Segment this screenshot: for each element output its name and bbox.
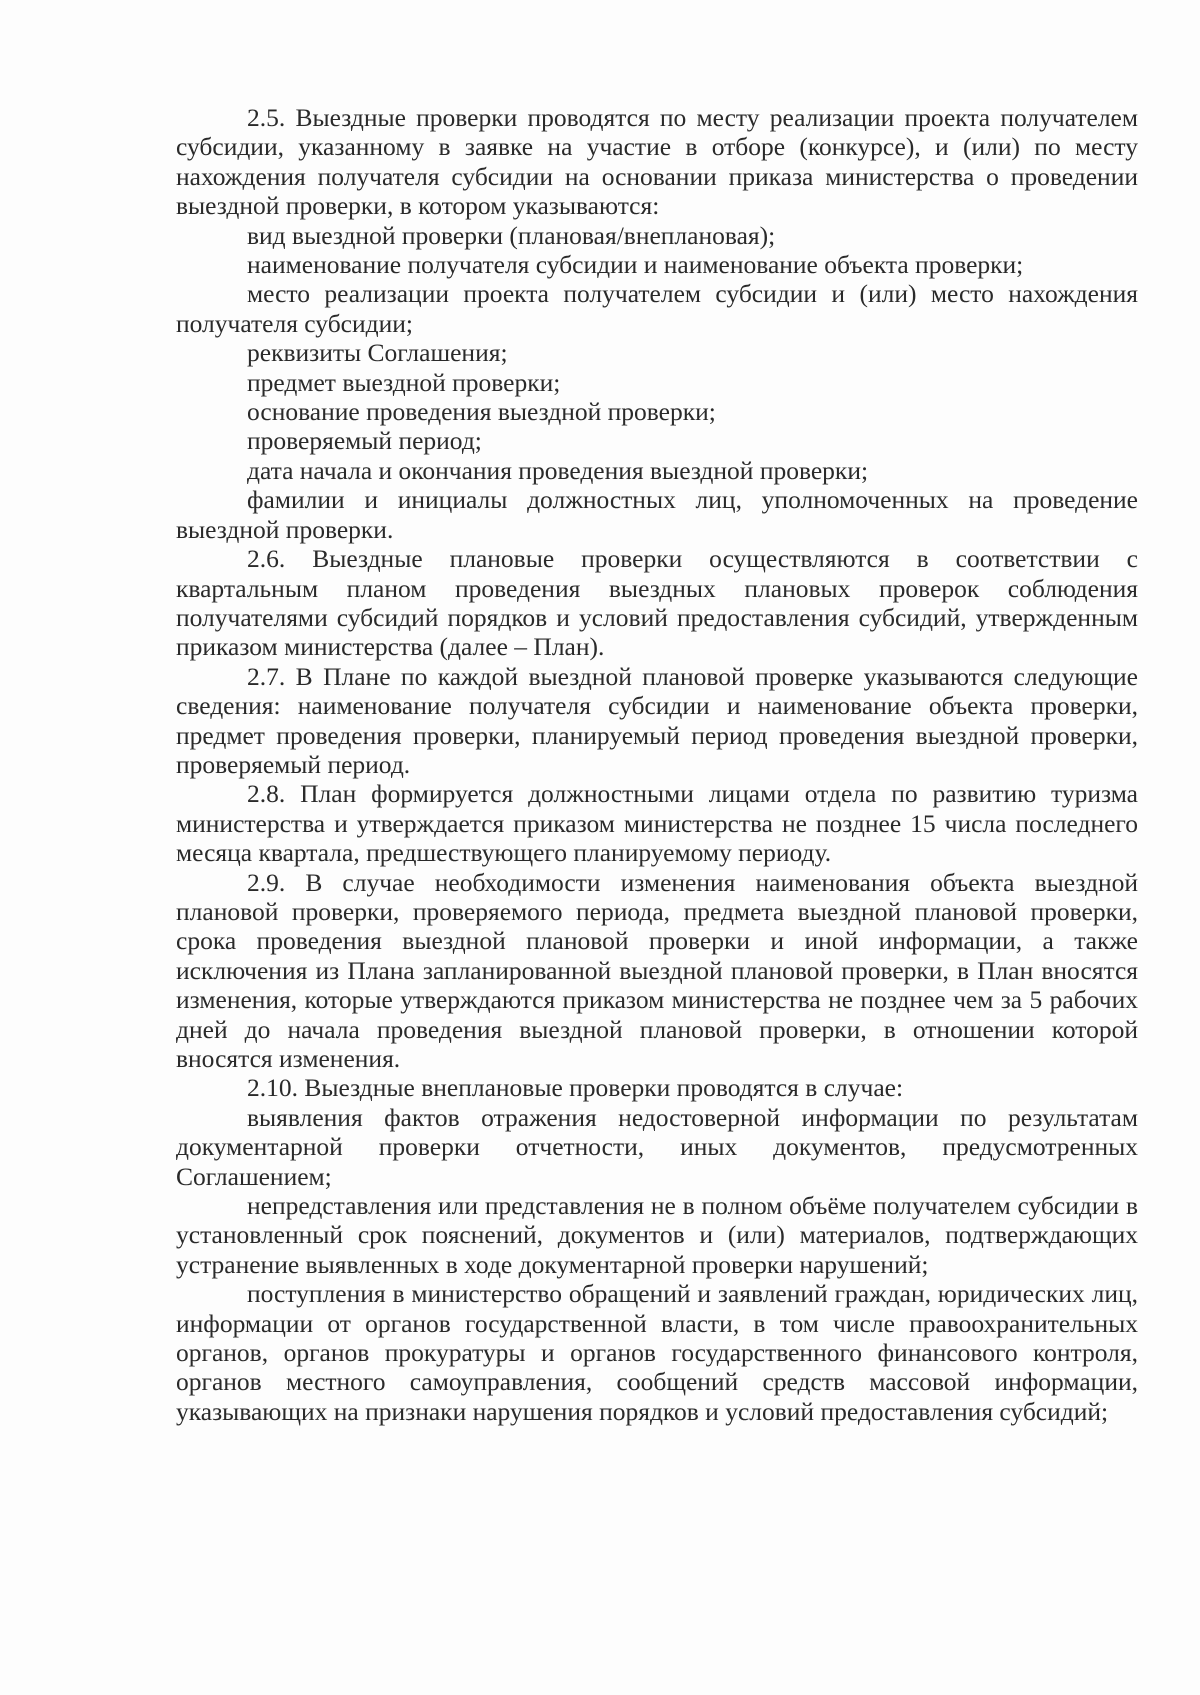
list-item-check-basis: основание проведения выездной проверки; [247,397,716,427]
paragraph-2-7: 2.7. В Плане по каждой выездной плановой проверке указываются следующие сведения: наименование получателя субсидии и наименование объекта проверки, предмет проведения проверки, планируемый период проведения выездной проверки, проверяемый период. [176,661,1138,779]
list-item-complaints: поступления в министерство обращений и заявлений граждан, юридических лиц, информации от органов государственной власти, в том числе правоохранительных органов, органов прокуратуры и органов государственного финансового контроля, органов местного самоуправления, сообщений средств массовой информации, указывающих на признаки нарушения порядков и условий предоставления субсидий; [176,1279,1138,1426]
paragraph-2-8: 2.8. План формируется должностными лицами отдела по развитию туризма министерства и утверждается приказом министерства не позднее 15 числа последнего месяца квартала, предшествующего планируемому периоду. [176,779,1138,868]
paragraph-2-9: 2.9. В случае необходимости изменения наименования объекта выездной плановой проверки, проверяемого периода, предмета выездной плановой проверки, срока проведения выездной плановой проверки и иной информации, а также исключения из Плана запланированной выездной плановой проверки, в План вносятся изменения, которые утверждаются приказом министерства не позднее чем за 5 рабочих дней до начала проведения выездной плановой проверки, в отношении которой вносятся изменения. [176,867,1138,1073]
list-item-agreement-details: реквизиты Соглашения; [247,338,508,368]
list-item-project-location: место реализации проекта получателем субсидии и (или) место нахождения получателя субсидии; [176,279,1138,338]
paragraph-2-6: 2.6. Выездные плановые проверки осуществляются в соответствии с квартальным планом проведения выездных плановых проверок соблюдения получателями субсидий порядков и условий предоставления субсидий, утвержденным приказом министерства (далее – План). [176,544,1138,662]
list-item-check-subject: предмет выездной проверки; [247,367,561,397]
list-item-false-information: выявления фактов отражения недостоверной информации по результатам документарной проверки отчетности, иных документов, предусмотренных Соглашением; [176,1102,1138,1191]
list-item-recipient-name: наименование получателя субсидии и наименование объекта проверки; [247,250,1024,280]
list-item-check-type: вид выездной проверки (плановая/внеплановая); [247,220,776,250]
list-item-checked-period: проверяемый период; [247,426,482,456]
document-body [176,103,1138,1426]
list-item-officials: фамилии и инициалы должностных лиц, уполномоченных на проведение выездной проверки. [176,485,1138,544]
paragraph-2-5: 2.5. Выездные проверки проводятся по месту реализации проекта получателем субсидии, указанному в заявке на участие в отборе (конкурсе), и (или) по месту нахождения получателя субсидии на основании приказа министерства о проведении выездной проверки, в котором указываются: [176,103,1138,221]
list-item-non-submission: непредставления или представления не в полном объёме получателем субсидии в установленный срок пояснений, документов и (или) материалов, подтверждающих устранение выявленных в ходе документарной проверки нарушений; [176,1191,1138,1279]
list-item-check-dates: дата начала и окончания проведения выездной проверки; [247,455,869,485]
paragraph-2-10: 2.10. Выездные внеплановые проверки проводятся в случае: [247,1073,904,1103]
